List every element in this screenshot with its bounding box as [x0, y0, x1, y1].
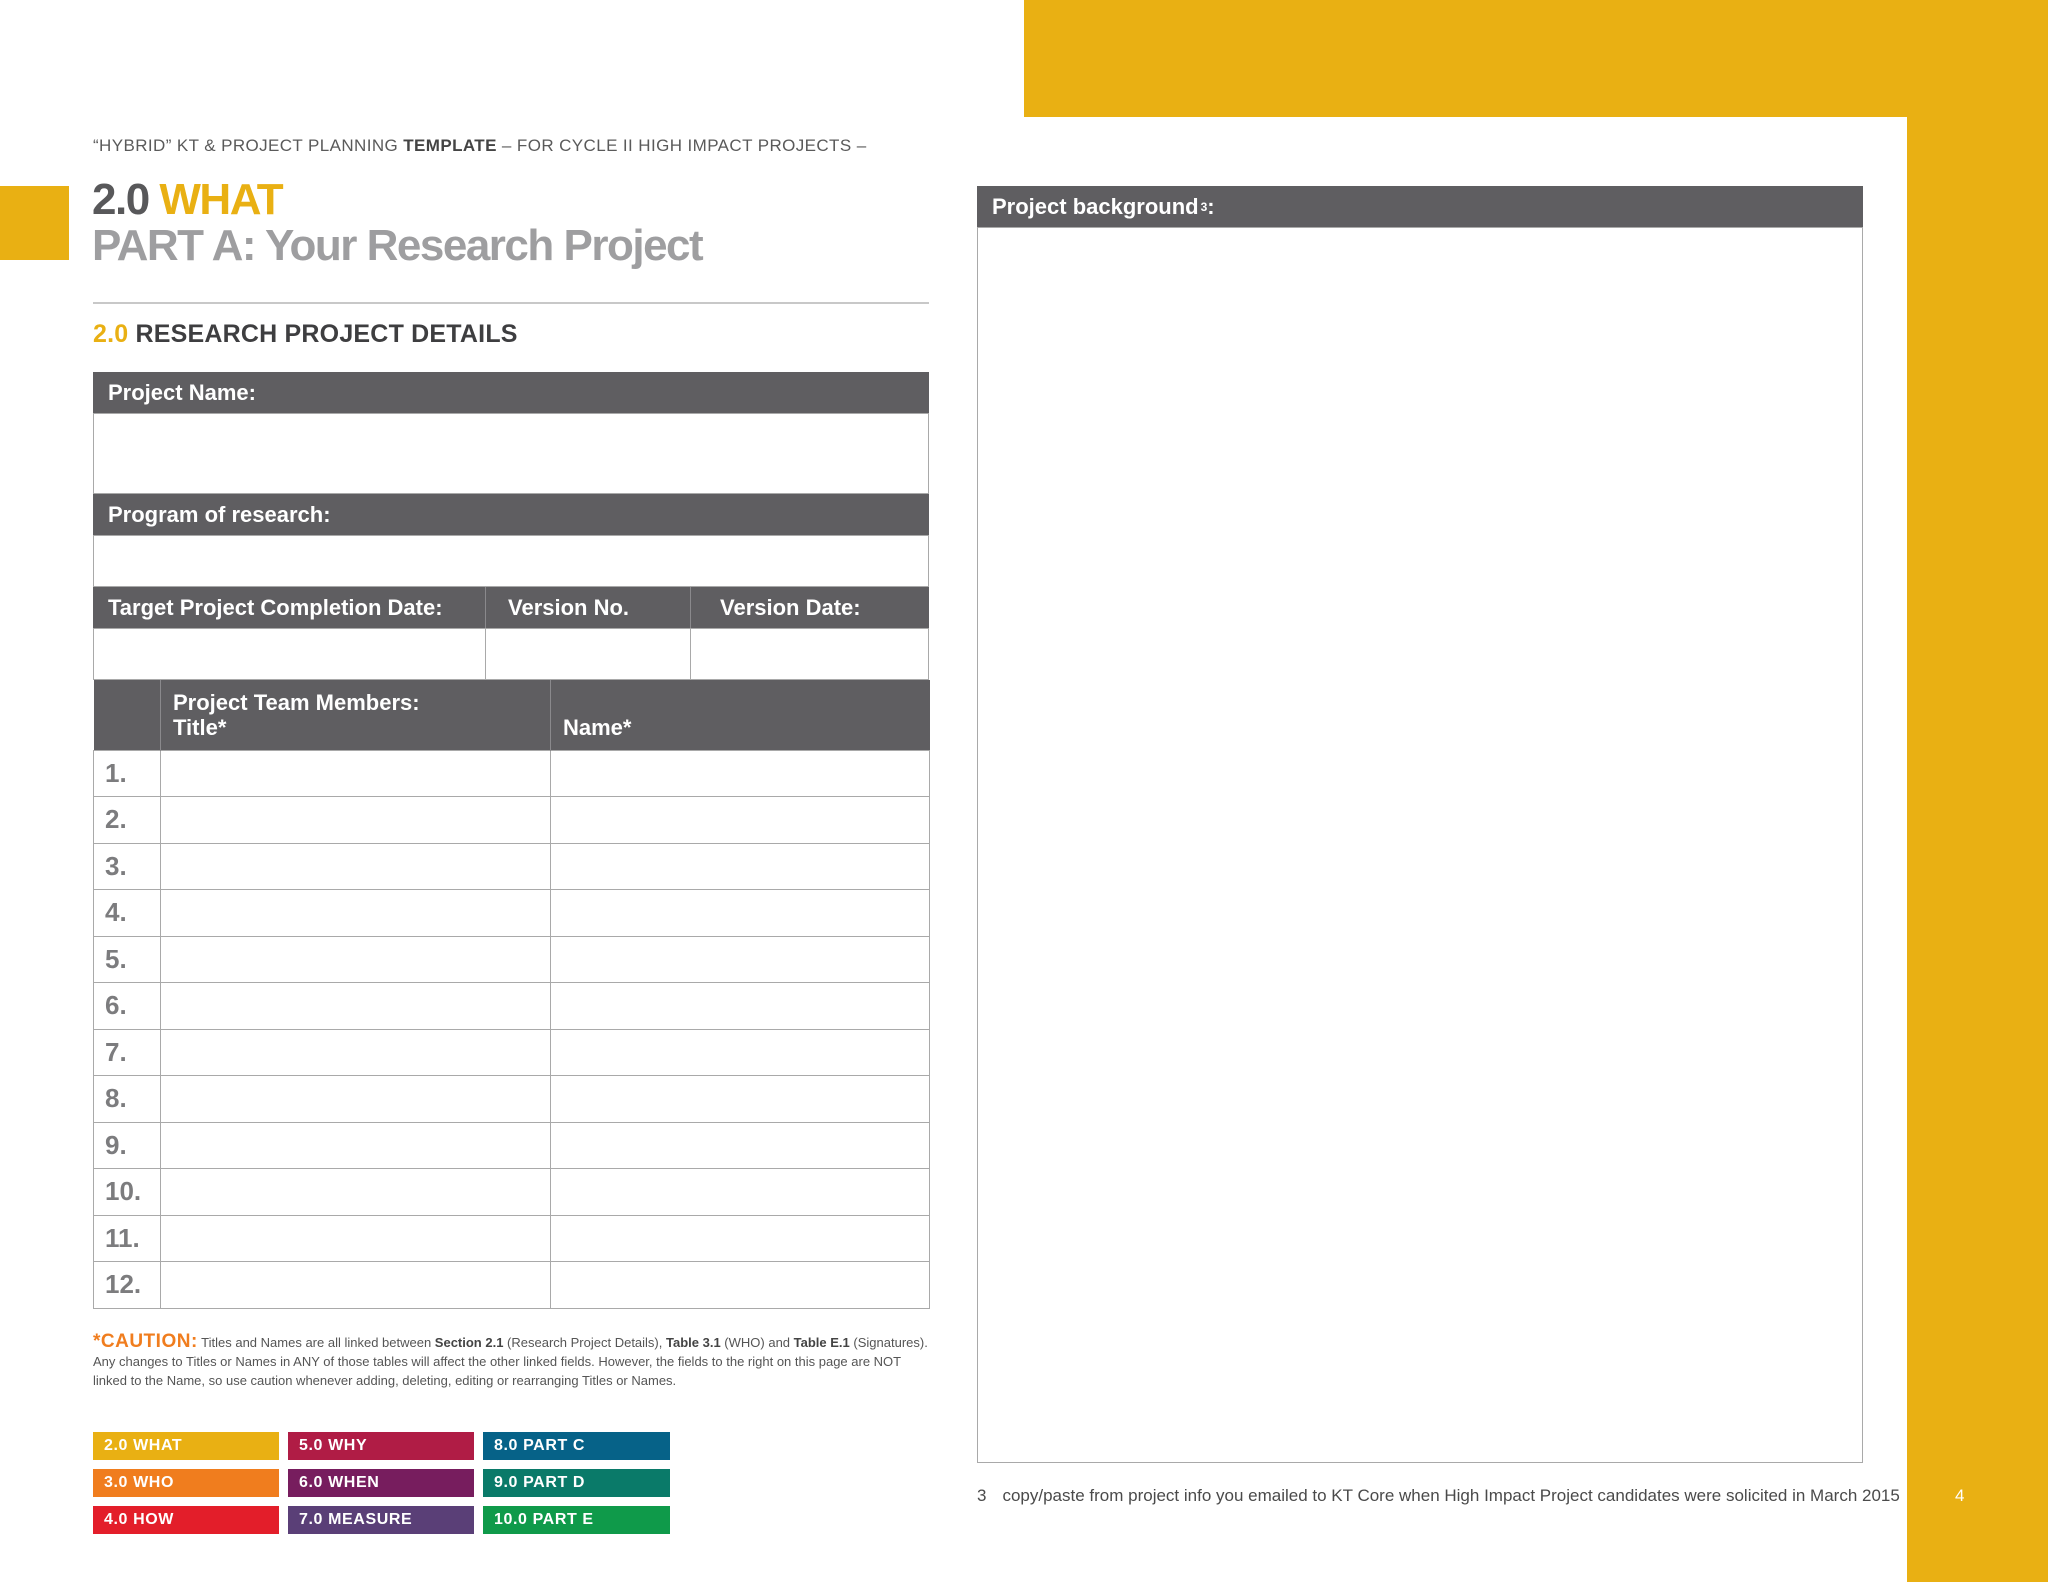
nav-who-button[interactable]: 3.0 WHO: [93, 1469, 279, 1497]
nav-what-button[interactable]: 2.0 WHAT: [93, 1432, 279, 1460]
title-cell[interactable]: [161, 890, 551, 937]
section-marker-tab: [0, 186, 69, 260]
title-cell[interactable]: [161, 1215, 551, 1262]
project-name-field[interactable]: [93, 413, 929, 494]
name-cell[interactable]: [551, 1215, 930, 1262]
title-cell[interactable]: [161, 750, 551, 797]
table-row: [94, 843, 930, 890]
name-cell[interactable]: [551, 750, 930, 797]
row-number: 3.: [94, 843, 161, 890]
table-row: [94, 1262, 930, 1309]
section-title: 2.0 WHAT: [92, 175, 283, 224]
name-cell[interactable]: [551, 1262, 930, 1309]
title-cell[interactable]: [161, 936, 551, 983]
name-column-header: Name*: [551, 680, 930, 750]
row-number: 1.: [94, 750, 161, 797]
row-number: 8.: [94, 1076, 161, 1123]
table-row: [94, 1169, 930, 1216]
row-number: 9.: [94, 1122, 161, 1169]
title-cell[interactable]: [161, 1029, 551, 1076]
row-number: 10.: [94, 1169, 161, 1216]
table-row: [94, 1076, 930, 1123]
name-cell[interactable]: [551, 1169, 930, 1216]
title-cell[interactable]: [161, 1076, 551, 1123]
title-cell[interactable]: [161, 843, 551, 890]
name-cell[interactable]: [551, 1029, 930, 1076]
document-header: “HYBRID” KT & PROJECT PLANNING TEMPLATE – FOR CYCLE II HIGH IMPACT PROJECTS –: [93, 136, 867, 155]
title-cell[interactable]: [161, 1122, 551, 1169]
project-background-label: Project background 3 :: [977, 186, 1863, 227]
table-row: [94, 1029, 930, 1076]
table-row: [94, 1122, 930, 1169]
right-accent-band: [1907, 117, 2048, 1582]
table-row: [94, 983, 930, 1030]
table-row: [94, 936, 930, 983]
footnote: 3 copy/paste from project info you emailed to KT Core when High Impact Project candidates were solicited in March 2015: [977, 1486, 1900, 1505]
program-of-research-label: Program of research:: [93, 494, 929, 535]
name-cell[interactable]: [551, 890, 930, 937]
table-row: [94, 797, 930, 844]
table-row: [94, 1215, 930, 1262]
title-cell[interactable]: [161, 1169, 551, 1216]
name-cell[interactable]: [551, 1122, 930, 1169]
team-table-header: [94, 680, 930, 750]
nav-part-c-button[interactable]: 8.0 PART C: [483, 1432, 670, 1460]
nav-why-button[interactable]: 5.0 WHY: [288, 1432, 474, 1460]
name-cell[interactable]: [551, 1076, 930, 1123]
target-completion-date-label: Target Project Completion Date:: [93, 587, 485, 628]
row-number: 7.: [94, 1029, 161, 1076]
name-cell[interactable]: [551, 797, 930, 844]
row-number: 12.: [94, 1262, 161, 1309]
row-number: 5.: [94, 936, 161, 983]
target-completion-date-field[interactable]: [93, 628, 486, 680]
top-accent-band: [1024, 0, 2048, 117]
title-column-header: Project Team Members: Title*: [161, 680, 551, 750]
title-cell[interactable]: [161, 797, 551, 844]
row-number: 4.: [94, 890, 161, 937]
nav-part-d-button[interactable]: 9.0 PART D: [483, 1469, 670, 1497]
program-of-research-field[interactable]: [93, 535, 929, 587]
row-number-header: [94, 680, 161, 750]
table-row: [94, 750, 930, 797]
nav-when-button[interactable]: 6.0 WHEN: [288, 1469, 474, 1497]
nav-how-button[interactable]: 4.0 HOW: [93, 1506, 279, 1534]
project-name-label: Project Name:: [93, 372, 929, 413]
name-cell[interactable]: [551, 936, 930, 983]
version-number-field[interactable]: [485, 628, 691, 680]
page-number: 4: [1955, 1486, 1965, 1505]
version-date-label: Version Date:: [690, 587, 929, 628]
divider: [93, 302, 929, 304]
title-cell[interactable]: [161, 1262, 551, 1309]
version-number-label: Version No.: [485, 587, 690, 628]
version-date-field[interactable]: [690, 628, 929, 680]
row-number: 11.: [94, 1215, 161, 1262]
name-cell[interactable]: [551, 843, 930, 890]
project-team-table: [93, 680, 930, 1309]
part-title: PART A: Your Research Project: [92, 221, 703, 270]
name-cell[interactable]: [551, 983, 930, 1030]
row-number: 6.: [94, 983, 161, 1030]
project-background-field[interactable]: [977, 227, 1863, 1463]
table-row: [94, 890, 930, 937]
caution-note: *CAUTION: Titles and Names are all linked between Section 2.1 (Research Project Details), Table 3.1 (WHO) and Table E.1 (Signatures). Any changes to Titles or Names in ANY of those tables will affect the other linked fields. However, the fields to the right on this page are NOT linked to the Name, so use caution whenever adding, deleting, editing or rearranging Titles or Names.: [93, 1331, 928, 1388]
nav-measure-button[interactable]: 7.0 MEASURE: [288, 1506, 474, 1534]
row-number: 2.: [94, 797, 161, 844]
subsection-heading: 2.0 RESEARCH PROJECT DETAILS: [93, 320, 518, 348]
title-cell[interactable]: [161, 983, 551, 1030]
nav-part-e-button[interactable]: 10.0 PART E: [483, 1506, 670, 1534]
